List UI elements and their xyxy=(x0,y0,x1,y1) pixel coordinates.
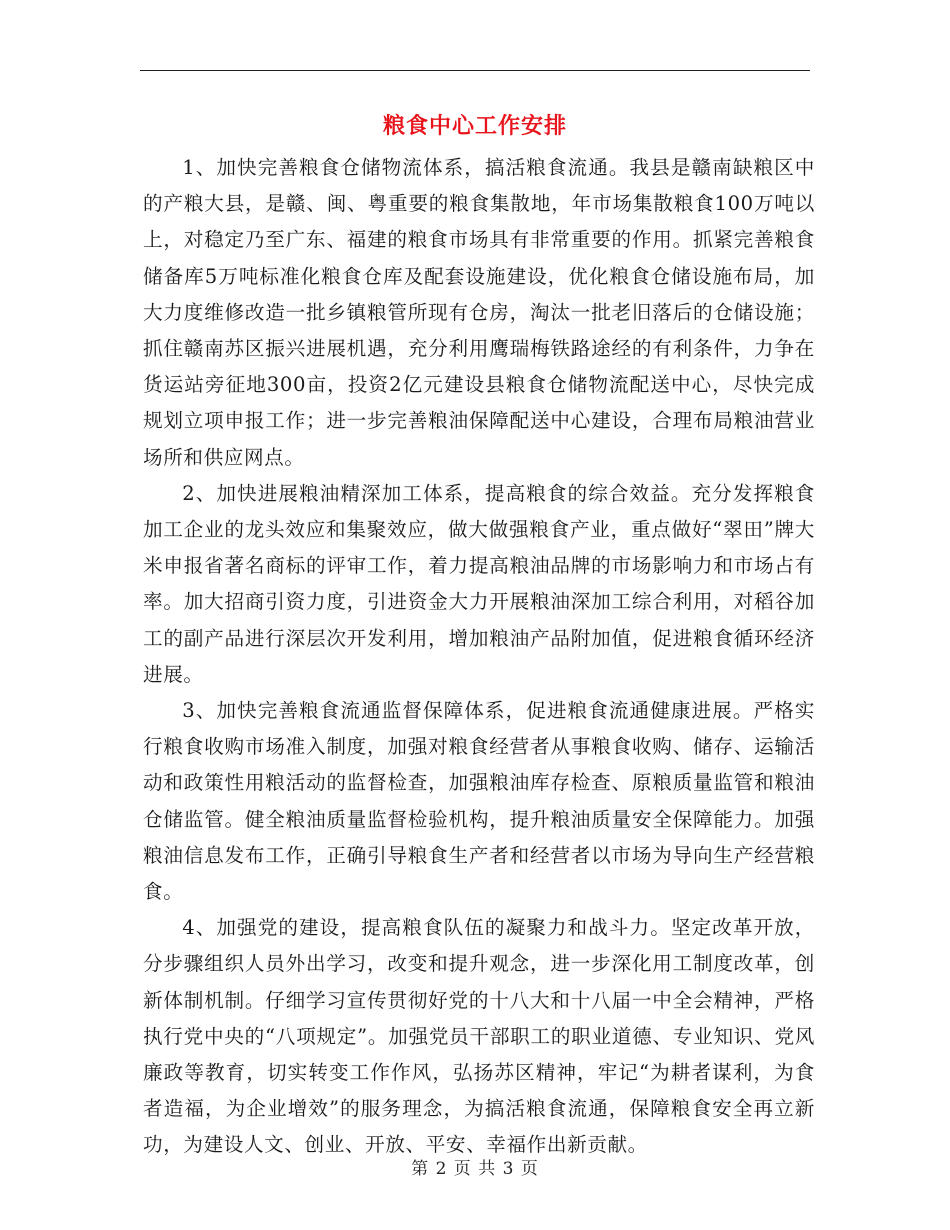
page-number-footer: 第 2 页 共 3 页 xyxy=(411,1159,539,1179)
paragraph-4: 4、加强党的建设，提高粮食队伍的凝聚力和战斗力。坚定改革开放，分步骤组织人员外出学习，改变和提升观念，进一步深化用工制度改革，创新体制机制。仔细学习宣传贯彻好党的十八大和十八届一中全会精神，严格执行党中央的“八项规定”。加强党员干部职工的职业道德、专业知识、党风廉政等教育，切实转变工作作风，弘扬苏区精神，牢记“为耕者谋利，为食者造福，为企业增效”的服务理念，为搞活粮食流通，保障粮食安全再立新功，为建设人文、创业、开放、平安、幸福作出新贡献。 xyxy=(143,916,815,1157)
paragraph-1: 1、加快完善粮食仓储物流体系，搞活粮食流通。我县是赣南缺粮区中的产粮大县，是赣、闽、粤重要的粮食集散地，年市场集散粮食100万吨以上，对稳定乃至广东、福建的粮食市场具有非常重要的作用。抓紧完善粮食储备库5万吨标准化粮食仓库及配套设施建设，优化粮食仓储设施布局，加大力度维修改造一批乡镇粮管所现有仓房，淘汰一批老旧落后的仓储设施；抓住赣南苏区振兴进展机遇，充分利用鹰瑞梅铁路途经的有利条件，力争在货运站旁征地300亩，投资2亿元建设县粮食仓储物流配送中心，尽快完成规划立项申报工作；进一步完善粮油保障配送中心建设，合理布局粮油营业场所和供应网点。 xyxy=(143,156,815,469)
document-body xyxy=(143,150,815,1164)
document-title: 粮食中心工作安排 xyxy=(382,113,567,139)
paragraph-2: 2、加快进展粮油精深加工体系，提高粮食的综合效益。充分发挥粮食加工企业的龙头效应和集聚效应，做大做强粮食产业，重点做好“翠田”牌大米申报省著名商标的评审工作，着力提高粮油品牌的市场影响力和市场占有率。加大招商引资力度，引进资金大力开展粮油深加工综合利用，对稻谷加工的副产品进行深层次开发利用，增加粮油产品附加值，促进粮食循环经济进展。 xyxy=(143,481,815,686)
paragraph-3: 3、加快完善粮食流通监督保障体系，促进粮食流通健康进展。严格实行粮食收购市场准入制度，加强对粮食经营者从事粮食收购、储存、运输活动和政策性用粮活动的监督检查，加强粮油库存检查、原粮质量监管和粮油仓储监管。健全粮油质量监督检验机构，提升粮油质量安全保障能力。加强粮油信息发布工作，正确引导粮食生产者和经营者以市场为导向生产经营粮食。 xyxy=(143,699,815,904)
header-rule xyxy=(140,70,810,71)
